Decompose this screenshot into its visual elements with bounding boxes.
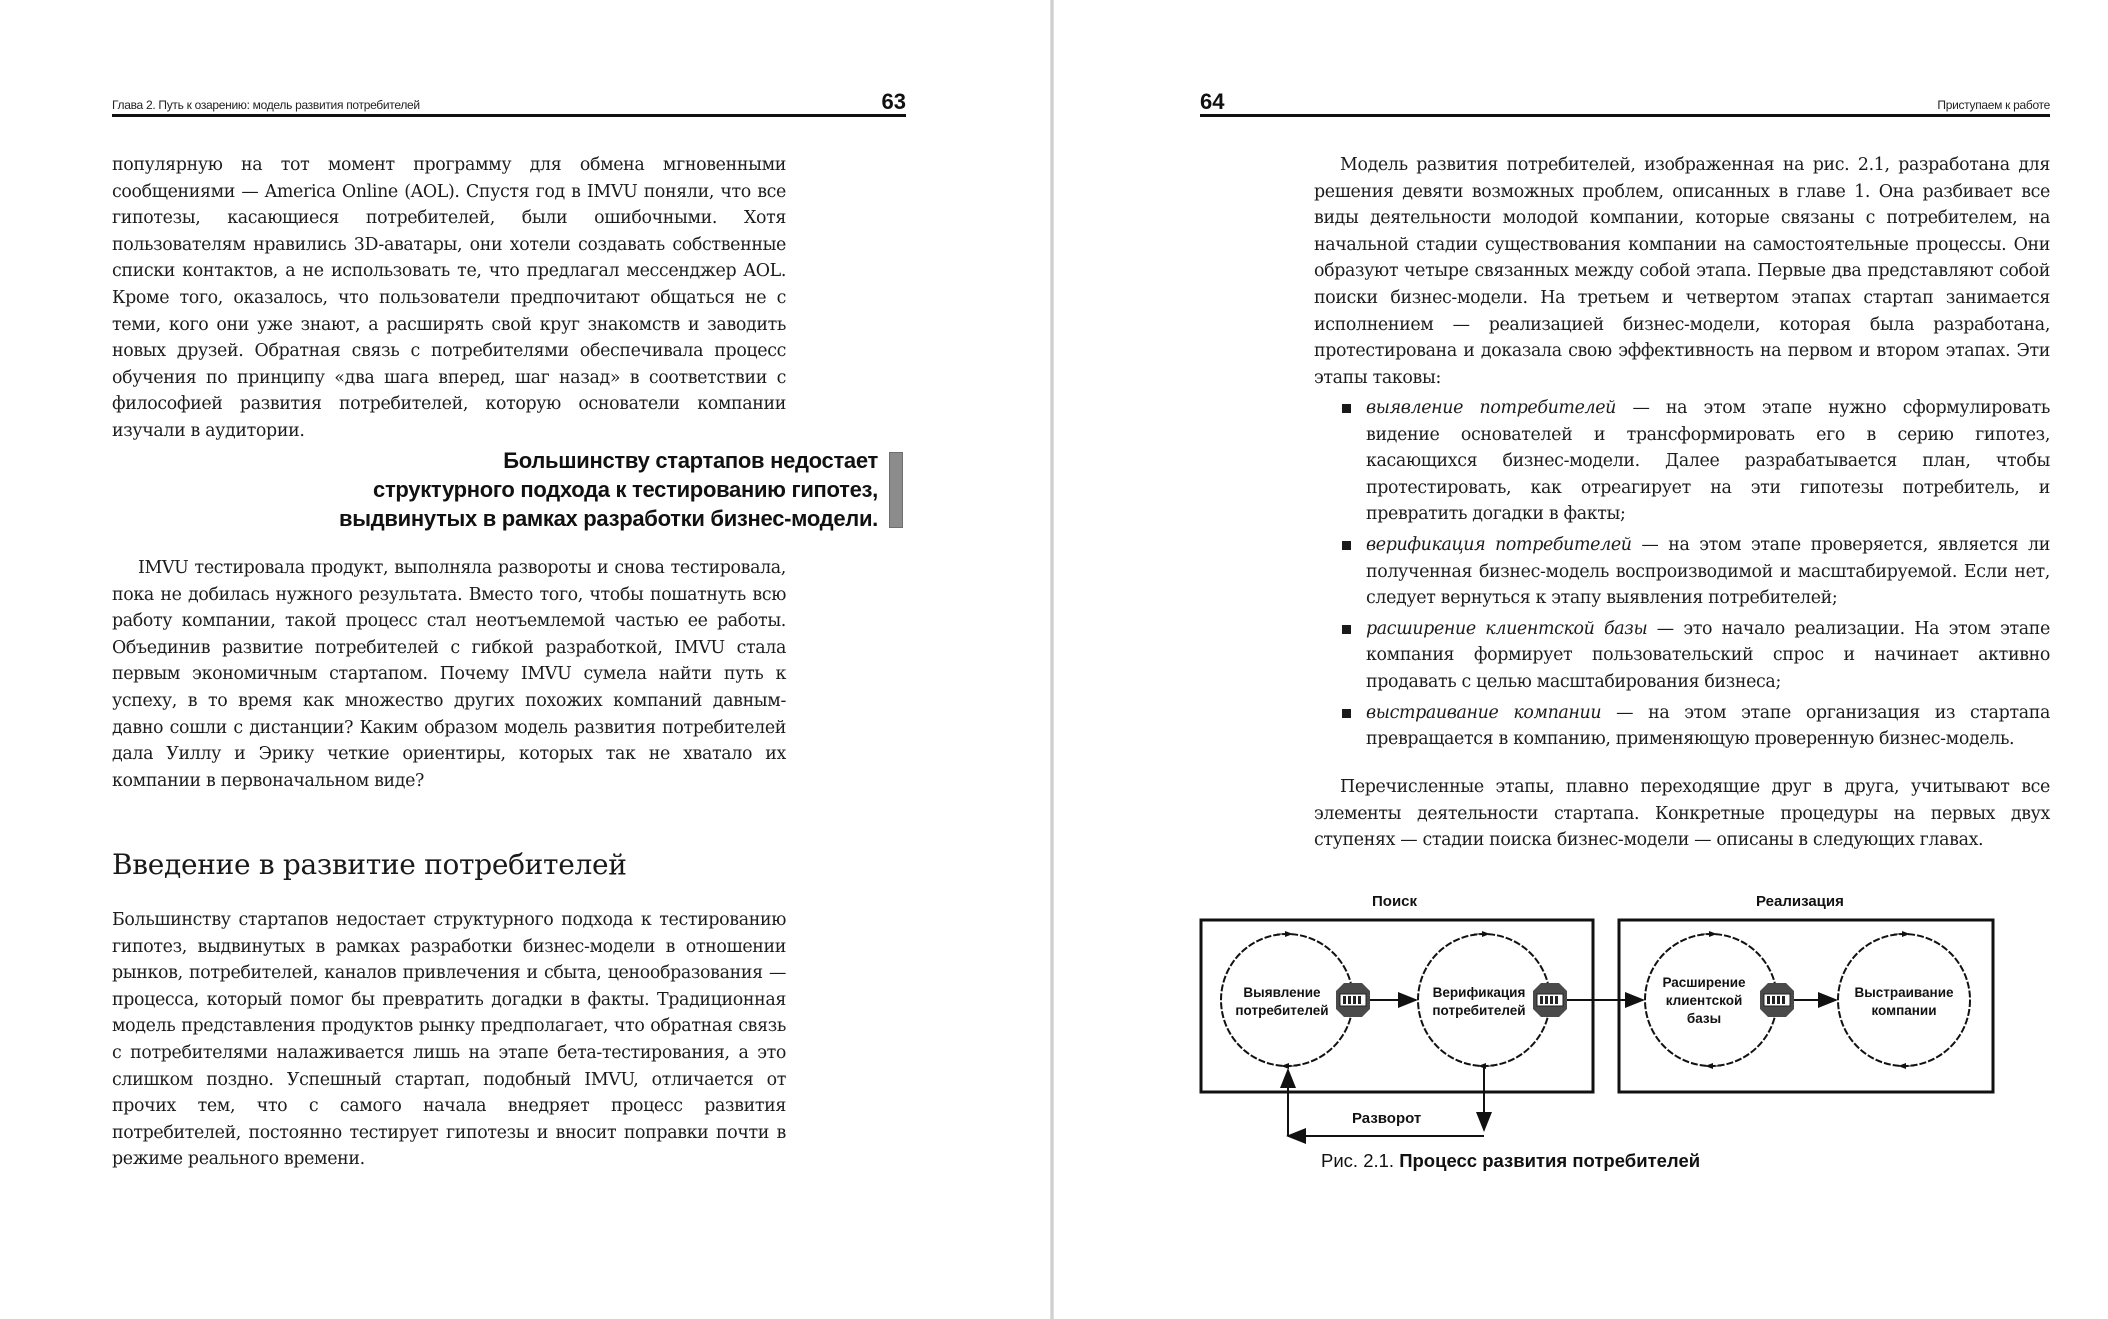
stage-circle-building [1838,934,1970,1066]
stage-term: верификация потребителей [1366,534,1632,555]
circle-label-line: потребителей [1432,1003,1526,1018]
pull-quote [300,446,878,533]
section-heading: Введение в развитие потребителей [112,848,627,881]
paragraph-text: Модель развития потребителей, изображенная на рис. 2.1, разработана для решения девяти возможных проблем, описанных в главе 1. Она разбивает все виды деятельности молодой компании, которые связаны с потребителем, на начальной стадии существования компании на самостоятельные процессы. Они образуют четыре связанных между собой этапа. Первые два представляют собой поиски бизнес-модели. На третьем и четвертом этапах стартап занимается исполнением — реализацией бизнес-модели, которая была разработана, протестирована и доказала свою эффективность на первом и втором этапах. Эти этапы таковы: [1314,155,2050,388]
right-page [1056,0,2108,1319]
stop-sign-icon [1533,983,1567,1017]
paragraph [112,907,786,1173]
paragraph-text: IMVU тестировала продукт, выполняла развороты и снова тестировала, пока не добилась нужного результата. Вместо того, чтобы пошатнуть всю работу компании, такой процесс стал неотъемлемой частью ее работы. Объединив развитие потребителей с гибкой разработкой, IMVU стала первым экономичным стартапом. Почему IMVU сумела найти путь к успеху, в то время как множество других похожих компаний давным-давно сошли с дистанции? Каким образом модель развития потребителей дала Уиллу и Эрику четкие ориентиры, которых так не хватало их компании в первоначальном виде? [112,558,786,791]
paragraph-text: Большинству стартапов недостает структурного подхода к тестированию гипотез, выдвинутых в рамках разработки бизнес-модели в отношении рынков, потребителей, каналов привлечения и сбыта, ценообразования — процесса, который помог бы превратить догадки в факты. Традиционная модель представления продуктов рынку предполагает, что обратная связь с потребителями налаживается лишь на этапе бета-тестирования, а это слишком поздно. Успешный стартап, подобный IMVU, отличается от прочих тем, что с самого начала внедряет процесс развития потребителей, постоянно тестирует гипотезы и вносит поправки почти в режиме реального времени. [112,910,786,1170]
stage-circle-discovery [1221,934,1353,1066]
figure-customer-development [1056,0,2108,1319]
stage-description: — на этом этапе нужно сформулировать видение основателей и трансформировать его в серию гипотез, касающихся бизнес-модели. Далее разрабатывается план, чтобы протестировать, как отреагирует на эти гипотезы потребитель, и превратить догадки в факты; [1366,398,2051,525]
stop-sign-icon [1760,983,1794,1017]
circle-label-line: Расширение [1662,975,1746,990]
stop-sign-icon [1336,983,1370,1017]
chapter-title: Глава 2. Путь к озарению: модель развития потребителей [112,98,420,112]
circle-label-line: потребителей [1235,1003,1329,1018]
paragraph [112,555,786,794]
pull-quote-line: выдвинутых в рамках разработки бизнес-модели. [339,506,878,531]
page-number: 64 [1200,89,1225,114]
pivot-label: Разворот [1352,1110,1422,1127]
stage-term: выявление потребителей [1366,398,1617,418]
circle-label-line: Верификация [1432,985,1526,1000]
group-label-execution: Реализация [1756,893,1844,910]
process-diagram [1056,0,2108,1319]
paragraph-text: Перечисленные этапы, плавно переходящие друг в друга, учитывают все элементы деятельности стартапа. Конкретные процедуры на первых двух ступенях — стадии поиска бизнес-модели — описаны в следующих главах. [1314,777,2050,851]
caption-title: Процесс развития потребителей [1399,1150,1701,1171]
pull-quote-line: структурного подхода к тестированию гипотез, [373,477,878,502]
pull-quote-line: Большинству стартапов недостает [503,448,878,473]
stage-description: — на этом этапе проверяется, является ли полученная бизнес-модель воспроизводимой и масштабируемой. Если нет, следует вернуться к этапу выявления потребителей; [1366,534,2050,609]
group-label-search: Поиск [1372,893,1418,910]
figure-caption [1321,1150,1700,1172]
circle-label-line: компании [1871,1003,1937,1018]
section-running-title: Приступаем к работе [1937,98,2050,112]
circle-label-line: Выстраивание [1854,985,1954,1000]
caption-prefix: Рис. 2.1. [1321,1150,1395,1171]
stage-term: выстраивание компании [1366,702,1602,723]
circle-label-line: клиентской [1665,993,1743,1008]
circle-label-line: базы [1686,1011,1722,1026]
pull-quote-bar [889,452,903,528]
stage-description: — на этом этапе организация из стартапа превращается в компанию, применяющую проверенную бизнес-модель. [1366,702,2051,750]
stage-term: расширение клиентской базы [1366,618,1648,639]
left-running-head [112,88,906,117]
left-page [0,0,1052,1319]
stage-description: — это начало реализации. На этом этапе компания формирует пользовательский спрос и начинает активно продавать с целью масштабирования бизнеса; [1366,618,2050,692]
page-number: 63 [881,89,906,114]
paragraph-text: популярную на тот момент программу для обмена мгновенными сообщениями — America Online (AOL). Спустя год в IMVU поняли, что все гипотезы, касающиеся потребителей, были ошибочными. Хотя пользователям нравились 3D-аватары, они хотели создавать собственные списки контактов, а не использовать те, что предлагал мессенджер AOL. Кроме того, оказалось, что пользователи предпочитают общаться не с теми, кого они уже знают, а расширять свой круг знакомств и заводить новых друзей. Обратная связь с потребителями обеспечивала процесс обучения по принципу «два шага вперед, шаг назад» в соответствии с философией развития потребителей, которую основатели компании изучали в аудитории. [112,155,786,441]
circle-label-line: Выявление [1243,985,1321,1000]
paragraph [112,152,786,445]
stage-circle-validation [1418,934,1550,1066]
